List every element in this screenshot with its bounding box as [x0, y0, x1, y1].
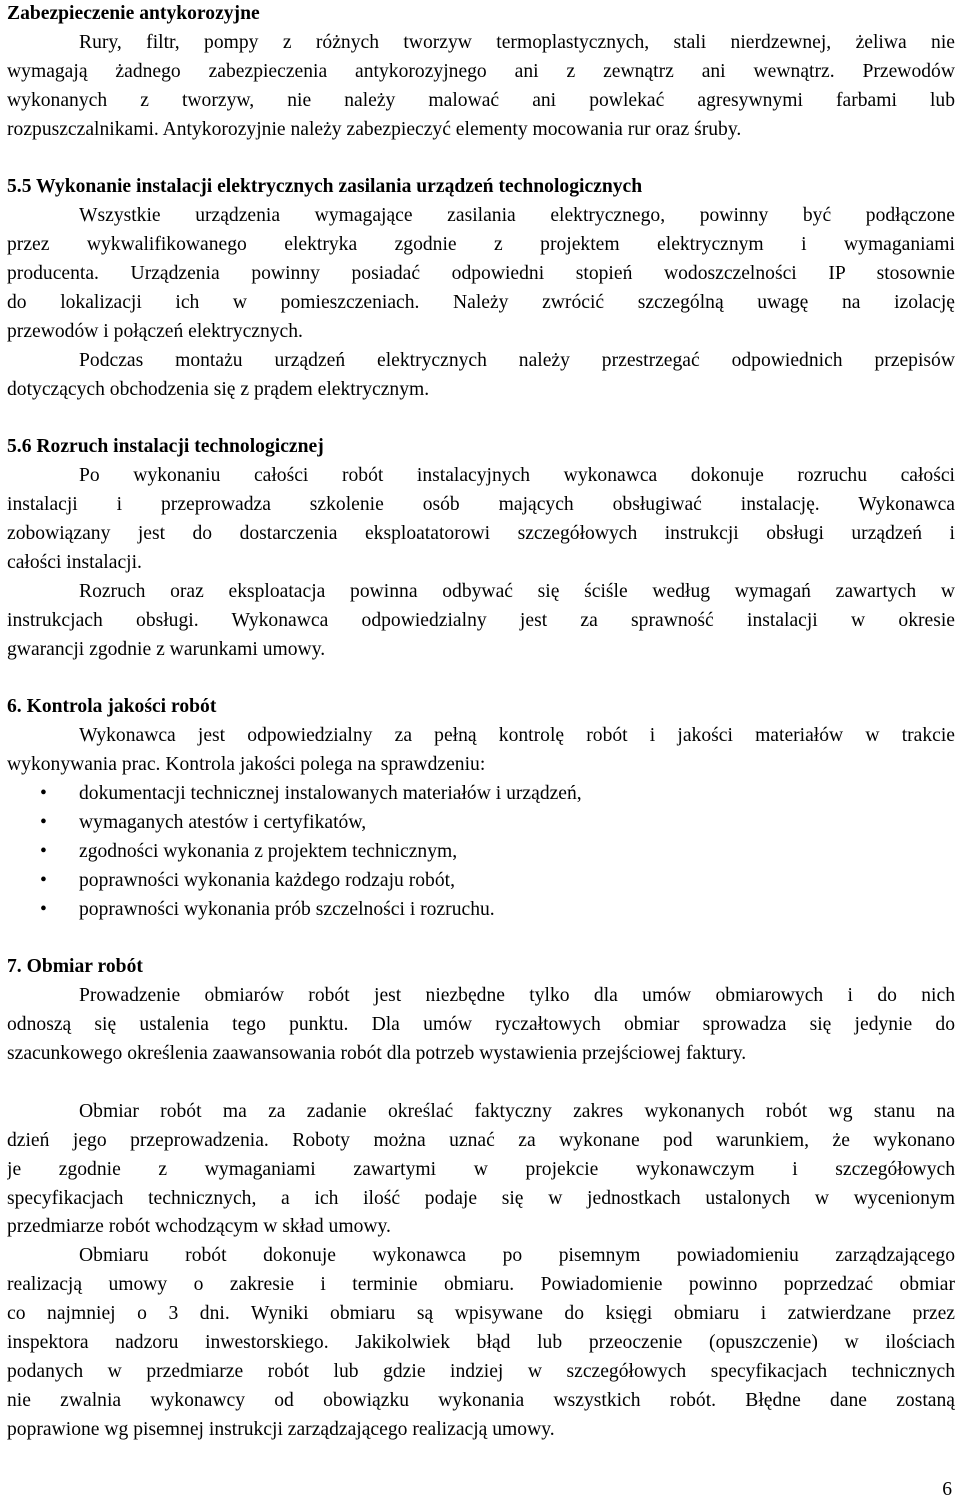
paragraph-line: do lokalizacji ich w pomieszczeniach. Należy zwrócić szczególną uwagę na izolację [7, 291, 955, 313]
paragraph-line: inspektora nadzoru inwestorskiego. Jakikolwiek błąd lub przeoczenie (opuszczenie) w ilościach [7, 1331, 955, 1353]
paragraph-line: instalacji i przeprowadza szkolenie osób mających obsługiwać instalację. Wykonawca [7, 494, 955, 516]
bullet-icon: • [40, 898, 47, 920]
bullet-icon: • [40, 840, 47, 862]
list-item-text: zgodności wykonania z projektem technicznym, [79, 840, 458, 862]
paragraph-line: instrukcjach obsługi. Wykonawca odpowiedzialny jest za sprawność instalacji w okresie [7, 609, 955, 631]
paragraph-line: Podczas montażu urządzeń elektrycznych należy przestrzegać odpowiednich przepisów [79, 349, 955, 371]
section-5-5 [7, 173, 955, 404]
page-number: 6 [942, 1479, 952, 1500]
paragraph-line: specyfikacjach technicznych, a ich ilość podaje się w jednostkach ustalonych w wycenionym [7, 1187, 955, 1209]
list-item [7, 780, 955, 809]
list-item-text: wymaganych atestów i certyfikatów, [79, 811, 367, 833]
paragraph-line: poprawione wg pisemnej instrukcji zarządzającego realizacją umowy. [7, 1418, 555, 1440]
paragraph-line: wymagają żadnego zabezpieczenia antykorozyjnego ani z zewnątrz ani wewnątrz. Przewodów [7, 60, 955, 82]
paragraph-line: podanych w przedmiarze robót lub gdzie indziej w szczegółowych specyfikacjach technicznych [7, 1360, 955, 1382]
paragraph-line: realizacją umowy o zakresie i terminie obmiaru. Powiadomienie powinno poprzedzać obmiar [7, 1274, 955, 1296]
bullet-icon: • [40, 869, 47, 891]
paragraph-line: je zgodnie z wymaganiami zawartymi w projekcie wykonawczym i szczegółowych [7, 1158, 955, 1180]
paragraph-line: Rury, filtr, pompy z różnych tworzyw termoplastycznych, stali nierdzewnej, żeliwa nie [79, 31, 955, 53]
list-item [7, 867, 955, 896]
section-heading: Zabezpieczenie antykorozyjne [7, 3, 260, 24]
section-6 [7, 693, 955, 924]
paragraph-line: Wszystkie urządzenia wymagające zasilania elektrycznego, powinny być podłączone [79, 205, 955, 227]
paragraph-line: zobowiązany jest do dostarczenia eksploatatorowi szczegółowych instrukcji obsługi urządzeń i [7, 523, 955, 545]
paragraph-line: przewodów i połączeń elektrycznych. [7, 320, 303, 342]
list-item-text: dokumentacji technicznej instalowanych materiałów i urządzeń, [79, 783, 582, 805]
paragraph-line: odnoszą się ustalenia tego punktu. Dla umów ryczałtowych obmiar sprowadza się jedynie do [7, 1014, 955, 1036]
paragraph-line: przez wykwalifikowanego elektryka zgodnie z projektem elektrycznym i wymaganiami [7, 234, 955, 256]
paragraph-line: Obmiaru robót dokonuje wykonawca po pisemnym powiadomieniu zarządzającego [79, 1245, 955, 1267]
paragraph-line: szacunkowego określenia zaawansowania robót dla potrzeb wystawienia przejściowej faktury. [7, 1043, 747, 1065]
paragraph-line: wykonanych z tworzyw, nie należy malować ani powlekać agresywnymi farbami lub [7, 89, 955, 111]
document-page [7, 0, 955, 1445]
paragraph-line: Rozruch oraz eksploatacja powinna odbywać się ściśle według wymagań zawartych w [79, 580, 955, 602]
section-heading: 5.6 Rozruch instalacji technologicznej [7, 436, 324, 458]
list-item [7, 838, 955, 867]
paragraph-line: co najmniej o 3 dni. Wyniki obmiaru są wpisywane do księgi obmiaru i zatwierdzane przez [7, 1303, 955, 1325]
list-item [7, 809, 955, 838]
list-item-text: poprawności wykonania każdego rodzaju robót, [79, 869, 455, 891]
paragraph-line: Po wykonaniu całości robót instalacyjnych wykonawca dokonuje rozruchu całości [79, 465, 955, 487]
list-item [7, 896, 955, 925]
section-heading: 5.5 Wykonanie instalacji elektrycznych zasilania urządzeń technologicznych [7, 176, 643, 198]
paragraph-line: nie zwalnia wykonawcy od obowiązku wykonania wszystkich robót. Błędne dane zostaną [7, 1389, 955, 1411]
section-7 [7, 953, 955, 1444]
bullet-icon: • [40, 811, 47, 833]
bullet-list [7, 780, 955, 924]
paragraph-line: dotyczących obchodzenia się z prądem elektrycznym. [7, 378, 430, 400]
paragraph-line: producenta. Urządzenia powinny posiadać odpowiedni stopień wodoszczelności IP stosownie [7, 263, 955, 285]
paragraph-line: gwarancji zgodnie z warunkami umowy. [7, 638, 326, 660]
section-heading: 7. Obmiar robót [7, 956, 143, 978]
paragraph-line: przedmiarze robót wchodzącym w skład umowy. [7, 1216, 391, 1238]
paragraph-line: dzień jego przeprowadzenia. Roboty można uznać za wykonane pod warunkiem, że wykonano [7, 1129, 955, 1151]
paragraph-line: wykonywania prac. Kontrola jakości polega na sprawdzeniu: [7, 754, 486, 776]
paragraph-line: Obmiar robót ma za zadanie określać faktyczny zakres wykonanych robót wg stanu na [79, 1100, 955, 1122]
bullet-icon: • [40, 783, 47, 805]
section-5-6 [7, 433, 955, 664]
paragraph-line: Wykonawca jest odpowiedzialny za pełną kontrolę robót i jakości materiałów w trakcie [79, 725, 955, 747]
section-anticorrosion [7, 0, 955, 144]
paragraph-line: całości instalacji. [7, 551, 142, 573]
list-item-text: poprawności wykonania prób szczelności i rozruchu. [79, 898, 495, 920]
paragraph-line: Prowadzenie obmiarów robót jest niezbędne tylko dla umów obmiarowych i do nich [79, 985, 955, 1007]
paragraph-line: rozpuszczalnikami. Antykorozyjnie należy zabezpieczyć elementy mocowania rur oraz śruby. [7, 118, 742, 140]
section-heading: 6. Kontrola jakości robót [7, 696, 217, 718]
